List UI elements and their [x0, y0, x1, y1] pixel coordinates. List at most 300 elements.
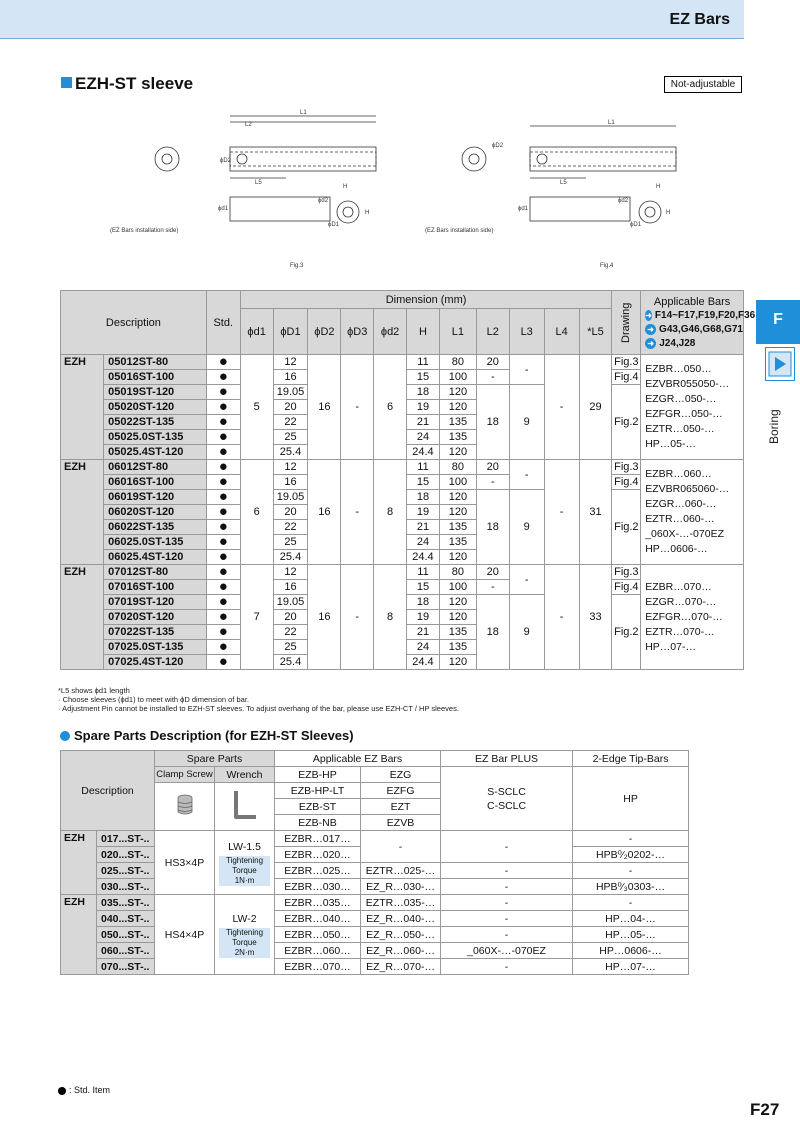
spare-parts-table [60, 750, 689, 975]
ez-bar-plus: - [441, 831, 573, 863]
row-description: 06016ST-100 [104, 475, 207, 490]
fig3-labels [110, 110, 369, 269]
row-description: 07025.4ST-120 [104, 655, 207, 670]
row-std-dot: ● [206, 505, 240, 520]
fig3-sleeve-body [230, 147, 376, 171]
ez-bar-plus: - [441, 895, 573, 911]
footer-legend: : Std. Item [58, 1085, 110, 1095]
tip-bars: - [573, 863, 689, 879]
th-D3: ϕD3 [341, 309, 374, 355]
cell-D1: 22 [273, 520, 308, 535]
row-description: 06012ST-80 [104, 460, 207, 475]
row-description: 07025.0ST-135 [104, 640, 207, 655]
torque-box: Tightening Torque 2N·m [219, 928, 270, 958]
cell-L1: 120 [439, 550, 476, 565]
tip-bars: - [573, 895, 689, 911]
row-description: 05012ST-80 [104, 355, 207, 370]
fig3-screw-hole [237, 154, 247, 164]
table-notes [58, 686, 459, 713]
fig4-end-view-outer [462, 147, 486, 171]
cell-L1: 135 [439, 625, 476, 640]
applicable-bar-item: EZFGR…050-… [645, 408, 723, 420]
hex-wrench-icon [215, 783, 275, 831]
row-prefix: EZH [61, 355, 104, 460]
ez-bar-plus: _060X-…-070EZ [441, 943, 573, 959]
cell-H: 15 [407, 370, 440, 385]
cell-D1: 16 [273, 580, 308, 595]
tip-bars: HPB⁰⁄₃0303-… [573, 879, 689, 895]
cell-L2: 18 [476, 385, 509, 460]
cell-applicable-bars [641, 460, 744, 565]
cell-L2: 20 [476, 355, 509, 370]
spare-description: 017...ST-.. [97, 831, 155, 847]
sp-th-description: Description [61, 751, 155, 831]
applicable-ezb: EZBR…020… [275, 847, 361, 863]
fig4-bore [530, 152, 676, 166]
row-std-dot: ● [206, 355, 240, 370]
tip-bars: HPB⁰⁄₂0202-… [573, 847, 689, 863]
cell-H: 24 [407, 640, 440, 655]
sp-th-wrench: Wrench [215, 767, 275, 783]
cell-drawing: Fig.2 [612, 385, 641, 460]
cell-L4: - [544, 460, 579, 565]
cell-D1: 20 [273, 610, 308, 625]
cell-D1: 12 [273, 460, 308, 475]
applicable-bar-item: EZBR…060… [645, 468, 712, 480]
fig3-end-view-outer [155, 147, 179, 171]
spare-description: 030...ST-.. [97, 879, 155, 895]
fig3-end-view-inner [162, 154, 172, 164]
applicable-ezb: EZBR…035… [275, 895, 361, 911]
row-std-dot: ● [206, 400, 240, 415]
row-description: 05025.4ST-120 [104, 445, 207, 460]
row-description: 05022ST-135 [104, 415, 207, 430]
ez-bar-plus: - [441, 879, 573, 895]
cell-L3: - [509, 460, 544, 490]
row-std-dot: ● [206, 445, 240, 460]
spare-description: 020...ST-.. [97, 847, 155, 863]
fig3-label-h1: H [343, 184, 348, 190]
tip-bars: HP…05-… [573, 927, 689, 943]
row-description: 05019ST-120 [104, 385, 207, 400]
cell-D1: 16 [273, 370, 308, 385]
sp-app-head: EZT [361, 799, 441, 815]
wrench-value [215, 895, 275, 975]
applicable-bar-item: EZTR…070-… [645, 625, 715, 638]
row-std-dot: ● [206, 460, 240, 475]
ez-bar-plus: - [441, 911, 573, 927]
fig3-drawing [155, 116, 376, 223]
applicable-ezb: EZBR…060… [275, 943, 361, 959]
applicable-ezg: - [361, 831, 441, 863]
cell-drawing: Fig.2 [612, 595, 641, 670]
screw-icon [155, 783, 215, 831]
tip-bars: HP…0606-… [573, 943, 689, 959]
sp-tip-head: HP [573, 767, 689, 831]
applicable-bar-item: HP…0606-… [645, 543, 708, 555]
cell-L1: 135 [439, 430, 476, 445]
cell-L3: - [509, 355, 544, 385]
cell-L1: 80 [439, 355, 476, 370]
sp-app-head: EZB-NB [275, 815, 361, 831]
fig3-label-h2: H [365, 210, 370, 216]
row-std-dot: ● [206, 625, 240, 640]
fig3-side-view [230, 197, 330, 221]
sp-th-applicable: Applicable EZ Bars [275, 751, 441, 767]
th-L3: L3 [509, 309, 544, 355]
cell-H: 19 [407, 610, 440, 625]
row-std-dot: ● [206, 580, 240, 595]
ez-bar-plus: - [441, 863, 573, 879]
th-std: Std. [206, 291, 240, 355]
applicable-bar-item: EZGR…070-… [645, 595, 717, 608]
cell-D2: 16 [308, 355, 341, 460]
cell-D1: 25 [273, 430, 308, 445]
cell-d1: 6 [240, 460, 273, 565]
th-d1: ϕd1 [240, 309, 273, 355]
row-std-dot: ● [206, 610, 240, 625]
row-description: 06019ST-120 [104, 490, 207, 505]
sp-th-tipbars: 2-Edge Tip-Bars [573, 751, 689, 767]
cell-d2: 8 [374, 565, 407, 670]
applicable-bar-item: HP…05-… [645, 438, 696, 450]
sp-app-head: EZB-ST [275, 799, 361, 815]
row-description: 07016ST-100 [104, 580, 207, 595]
cell-H: 24 [407, 535, 440, 550]
row-description: 05020ST-120 [104, 400, 207, 415]
cell-H: 18 [407, 490, 440, 505]
cell-L1: 120 [439, 400, 476, 415]
cell-D1: 20 [273, 400, 308, 415]
sleeve-spec-table [60, 290, 756, 670]
applicable-ezg: EZ_R…070-… [361, 959, 441, 975]
applicable-bar-item: EZVBR055050-… [645, 378, 730, 390]
th-applicable-bars: Applicable Bars ➜ F14~F17,F19,F20,F36 ➜ G43,G46,G68,G71 ➜ J24,J28 [641, 291, 744, 355]
row-description: 05025.0ST-135 [104, 430, 207, 445]
fig4-label-l1: L1 [608, 120, 615, 126]
cell-d2: 8 [374, 460, 407, 565]
applicable-bar-item: EZTR…050-… [645, 423, 715, 435]
ez-bar-plus: - [441, 927, 573, 943]
cell-D1: 22 [273, 625, 308, 640]
cell-L1: 120 [439, 445, 476, 460]
applicable-bar-item: EZGR…050-… [645, 393, 717, 405]
cell-L3: 9 [509, 595, 544, 670]
applicable-bar-item: EZVBR065060-… [645, 483, 730, 495]
cell-L1: 80 [439, 565, 476, 580]
applicable-bar-item: EZGR…060-… [645, 498, 717, 510]
fig3-label-d2: ϕD2 [220, 158, 232, 164]
cell-D2: 16 [308, 565, 341, 670]
cell-H: 24.4 [407, 445, 440, 460]
cell-d1: 7 [240, 565, 273, 670]
technical-drawing [60, 102, 744, 274]
row-std-dot: ● [206, 535, 240, 550]
fig4-label-d2: ϕD2 [492, 143, 504, 149]
sleeve-spec-body [61, 355, 744, 670]
cell-L1: 120 [439, 385, 476, 400]
cell-L2: 20 [476, 460, 509, 475]
th-drawing: Drawing [612, 291, 641, 355]
cell-L1: 135 [439, 535, 476, 550]
cell-L3: - [509, 565, 544, 595]
tip-bars: - [573, 831, 689, 847]
fig4-label-dd2: ϕd2 [618, 198, 629, 204]
applicable-ezg: EZ_R…030-… [361, 879, 441, 895]
std-dot-icon [58, 1087, 66, 1095]
cell-L1: 135 [439, 520, 476, 535]
spare-section-title: Spare Parts Description (for EZH-ST Sleeves) [74, 728, 354, 743]
cell-D3: - [341, 355, 374, 460]
fig3-label-dd1: ϕD1 [328, 222, 340, 228]
cell-L3: 9 [509, 385, 544, 460]
th-D2: ϕD2 [308, 309, 341, 355]
cell-L2: - [476, 475, 509, 490]
applicable-ezb: EZBR…070… [275, 959, 361, 975]
fig4-label-d1: ϕd1 [518, 206, 529, 212]
cell-L1: 120 [439, 490, 476, 505]
cell-H: 11 [407, 565, 440, 580]
sp-th-spare-parts: Spare Parts [155, 751, 275, 767]
table-row [61, 460, 744, 475]
cell-L3: 9 [509, 490, 544, 565]
spare-parts-body [61, 831, 689, 975]
cell-drawing: Fig.3 [612, 565, 641, 580]
row-std-dot: ● [206, 520, 240, 535]
row-std-dot: ● [206, 475, 240, 490]
fig3-label-d1: ϕd1 [218, 206, 229, 212]
cell-drawing: Fig.3 [612, 460, 641, 475]
table-row [61, 565, 744, 580]
cell-D1: 25 [273, 640, 308, 655]
fig4-side-view [530, 197, 630, 221]
th-L4: L4 [544, 309, 579, 355]
fig4-section-inner [645, 207, 655, 217]
arrow-icon: ➜ [645, 311, 652, 320]
fig4-note: (EZ Bars installation side) [425, 228, 494, 234]
spare-row [61, 895, 689, 911]
sp-app-head: EZFG [361, 783, 441, 799]
cell-L4: - [544, 355, 579, 460]
spare-description: 040...ST-.. [97, 911, 155, 927]
fig3-caption: Fig.3 [290, 263, 304, 269]
row-std-dot: ● [206, 415, 240, 430]
wrench-value [215, 831, 275, 895]
applicable-bar-item: HP…07-… [645, 640, 696, 653]
row-prefix: EZH [61, 460, 104, 565]
th-d2: ϕd2 [374, 309, 407, 355]
cell-H: 21 [407, 520, 440, 535]
cell-L1: 120 [439, 655, 476, 670]
spare-description: 070...ST-.. [97, 959, 155, 975]
cell-L1: 80 [439, 460, 476, 475]
cell-L2: - [476, 580, 509, 595]
applicable-ezg: EZ_R…060-… [361, 943, 441, 959]
cell-L2: 18 [476, 490, 509, 565]
sp-app-head: EZG [361, 767, 441, 783]
cell-L2: - [476, 370, 509, 385]
cell-D1: 19.05 [273, 490, 308, 505]
cell-d2: 6 [374, 355, 407, 460]
fig4-screw-hole [537, 154, 547, 164]
cell-applicable-bars [641, 565, 744, 670]
sp-app-head: EZB-HP [275, 767, 361, 783]
fig4-section-outer [639, 201, 661, 223]
fig3-note: (EZ Bars installation side) [110, 228, 179, 234]
wrench-size: LW-1.5 [228, 840, 261, 853]
torque-box: Tightening Torque 1N·m [219, 856, 270, 886]
clamp-screw-value: HS4×4P [155, 895, 215, 975]
spare-description: 050...ST-.. [97, 927, 155, 943]
cell-L5: 31 [579, 460, 612, 565]
applicable-bar-item: EZFGR…070-… [645, 610, 723, 623]
cell-H: 15 [407, 580, 440, 595]
tip-bars: HP…07-… [573, 959, 689, 975]
wrench-size: LW-2 [232, 912, 257, 925]
fig3-section-inner [343, 207, 353, 217]
applicable-bar-item: _060X-…-070EZ [645, 528, 724, 540]
fig4-end-view-inner [469, 154, 479, 164]
cell-H: 24.4 [407, 550, 440, 565]
app-line-g: ➜ G43,G46,G68,G71 [641, 323, 743, 337]
th-description: Description [61, 291, 207, 355]
row-std-dot: ● [206, 370, 240, 385]
fig3-label-l2: L2 [245, 122, 252, 128]
fig4-sleeve-body [530, 147, 676, 171]
spare-row [61, 831, 689, 847]
note-line: · Adjustment Pin cannot be installed to EZH-ST sleeves. To adjust overhang of the bar, please use EZH-CT / HP sleeves. [58, 704, 459, 713]
cell-D3: - [341, 460, 374, 565]
boring-icon [765, 347, 795, 381]
header-divider [0, 38, 744, 39]
spare-section-bullet-icon [60, 731, 70, 741]
cell-D1: 19.05 [273, 595, 308, 610]
cell-H: 24.4 [407, 655, 440, 670]
note-line: · Choose sleeves (ϕd1) to meet with ϕD dimension of bar. [58, 695, 249, 704]
row-std-dot: ● [206, 655, 240, 670]
applicable-ezg: EZTR…035-… [361, 895, 441, 911]
row-prefix: EZH [61, 565, 104, 670]
arrow-icon: ➜ [645, 324, 656, 335]
chapter-label: Boring [767, 409, 781, 444]
applicable-ezb: EZBR…017… [275, 831, 361, 847]
fig3-label-l1: L1 [300, 110, 307, 116]
cell-L1: 100 [439, 370, 476, 385]
cell-H: 19 [407, 505, 440, 520]
tip-bars: HP…04-… [573, 911, 689, 927]
fig4-label-dd1: ϕD1 [630, 222, 642, 228]
fig3-label-l5: L5 [255, 180, 262, 186]
cell-L1: 135 [439, 640, 476, 655]
fig3-bore [230, 152, 376, 166]
cell-D1: 25.4 [273, 445, 308, 460]
page-header-band [0, 0, 744, 38]
cell-drawing: Fig.4 [612, 370, 641, 385]
cell-applicable-bars [641, 355, 744, 460]
cell-H: 21 [407, 415, 440, 430]
th-L5: *L5 [579, 309, 612, 355]
row-description: 07012ST-80 [104, 565, 207, 580]
cell-H: 24 [407, 430, 440, 445]
cell-drawing: Fig.2 [612, 490, 641, 565]
cell-D1: 19.05 [273, 385, 308, 400]
cell-L2: 18 [476, 595, 509, 670]
row-description: 06020ST-120 [104, 505, 207, 520]
sp-app-head: EZB-HP-LT [275, 783, 361, 799]
fig4-drawing [462, 126, 676, 223]
cell-drawing: Fig.4 [612, 580, 641, 595]
cell-D2: 16 [308, 460, 341, 565]
th-H: H [407, 309, 440, 355]
applicable-ezb: EZBR…050… [275, 927, 361, 943]
cell-D1: 20 [273, 505, 308, 520]
clamp-screw-value: HS3×4P [155, 831, 215, 895]
cell-D1: 12 [273, 355, 308, 370]
cell-D1: 16 [273, 475, 308, 490]
cell-H: 21 [407, 625, 440, 640]
fig3-label-dd2: ϕd2 [318, 198, 329, 204]
cell-L4: - [544, 565, 579, 670]
fig4-caption: Fig.4 [600, 263, 614, 269]
arrow-icon: ➜ [645, 338, 656, 349]
page-number: F27 [750, 1100, 780, 1119]
spare-description: 035...ST-.. [97, 895, 155, 911]
th-L2: L2 [476, 309, 509, 355]
cell-L1: 120 [439, 595, 476, 610]
applicable-ezb: EZBR…040… [275, 911, 361, 927]
cell-D1: 22 [273, 415, 308, 430]
cell-drawing: Fig.3 [612, 355, 641, 370]
applicable-ezg: EZ_R…040-… [361, 911, 441, 927]
applicable-bar-item: EZTR…060-… [645, 513, 715, 525]
row-std-dot: ● [206, 550, 240, 565]
applicable-ezb: EZBR…025… [275, 863, 361, 879]
row-description: 06022ST-135 [104, 520, 207, 535]
page-header-title: EZ Bars [669, 11, 730, 28]
section-title: EZH-ST sleeve [75, 74, 194, 93]
row-description: 05016ST-100 [104, 370, 207, 385]
applicable-ezg: EZTR…025-… [361, 863, 441, 879]
sp-th-clamp-screw: Clamp Screw [155, 767, 215, 783]
row-std-dot: ● [206, 430, 240, 445]
row-std-dot: ● [206, 565, 240, 580]
cell-H: 19 [407, 400, 440, 415]
applicable-ezb: EZBR…030… [275, 879, 361, 895]
cell-L5: 29 [579, 355, 612, 460]
fig4-labels [425, 120, 670, 269]
row-description: 07022ST-135 [104, 625, 207, 640]
app-line-j: ➜ J24,J28 [641, 337, 743, 351]
sp-plus-head: S-SCLC C-SCLC [441, 767, 573, 831]
ez-bar-plus: - [441, 959, 573, 975]
row-description: 07020ST-120 [104, 610, 207, 625]
row-std-dot: ● [206, 595, 240, 610]
applicable-bar-item: EZBR…050… [645, 363, 712, 375]
sp-app-head: EZVB [361, 815, 441, 831]
app-line-f: ➜ F14~F17,F19,F20,F36 [645, 309, 756, 321]
cell-drawing: Fig.4 [612, 475, 641, 490]
row-std-dot: ● [206, 385, 240, 400]
fig4-label-l5: L5 [560, 180, 567, 186]
applicable-bar-item: EZBR…070… [645, 580, 712, 593]
row-std-dot: ● [206, 490, 240, 505]
chapter-tab[interactable]: F [756, 300, 800, 344]
row-description: 07019ST-120 [104, 595, 207, 610]
note-line: *L5 shows ϕd1 length [58, 686, 130, 695]
spare-description: 060...ST-.. [97, 943, 155, 959]
cell-H: 18 [407, 595, 440, 610]
fig4-label-h2: H [666, 210, 671, 216]
